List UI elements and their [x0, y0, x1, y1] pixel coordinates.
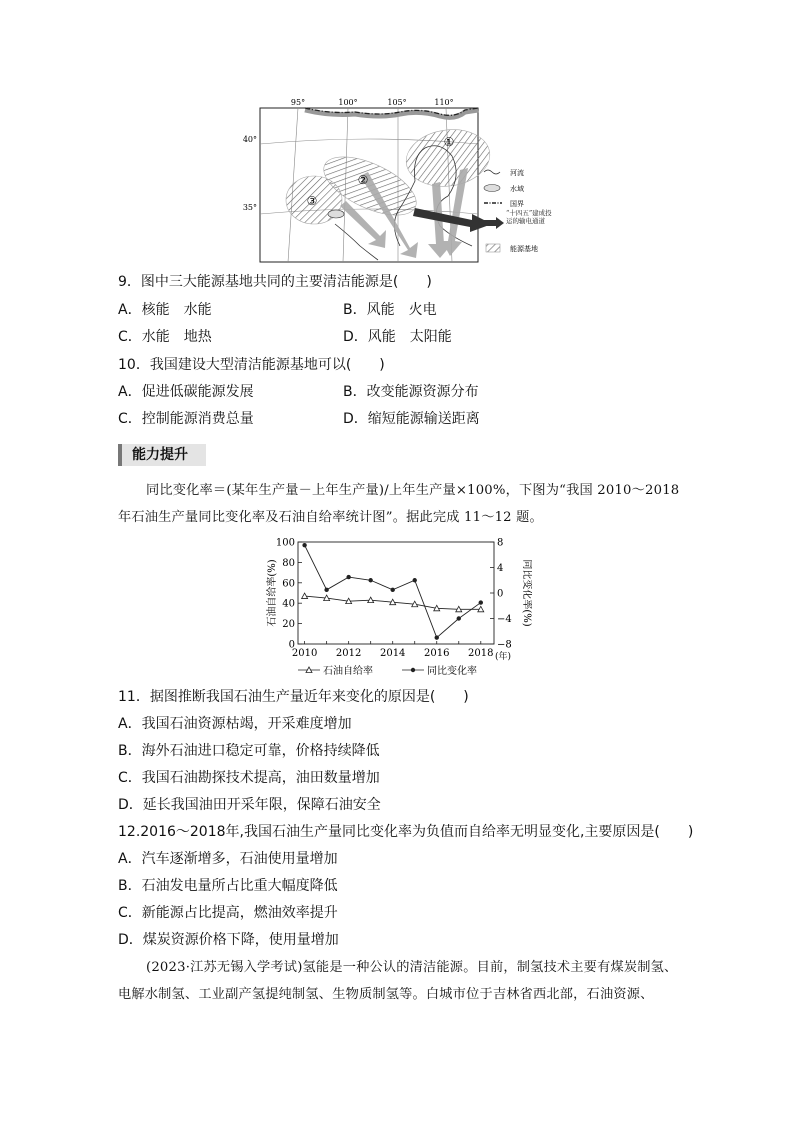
legend-dot-marker — [411, 668, 415, 672]
chart-legend — [298, 664, 477, 677]
right-tick-label: 0 — [497, 588, 504, 600]
energy-base-map — [240, 96, 560, 266]
right-axis — [490, 538, 512, 651]
legend-base: 能源基地 — [510, 245, 538, 253]
data-point-yoy — [302, 543, 306, 547]
x-tick-label: 2010 — [291, 648, 318, 659]
right-tick-label: −4 — [497, 614, 512, 625]
data-point-yoy — [479, 600, 483, 604]
lake — [328, 210, 344, 218]
legend-corridor-icon — [484, 217, 504, 229]
legend-self-sufficiency: 石油自给率 — [323, 666, 373, 677]
q12-option-c: C．新能源占比提高，燃油效率提升 — [118, 905, 338, 921]
section-title: 能力提升 — [132, 447, 188, 463]
data-point-yoy — [435, 635, 439, 639]
left-tick-label: 0 — [288, 639, 295, 651]
base-label-2: ② — [357, 173, 369, 187]
lat-35: 35° — [242, 203, 257, 212]
legend-corridor: “十四五”建成投运的输电通道 — [506, 209, 552, 225]
legend-border: 国界 — [510, 200, 524, 208]
legend-water-icon — [484, 185, 500, 192]
lon-95: 95° — [290, 98, 306, 107]
lat-40: 40° — [242, 135, 257, 144]
q11-option-d: D．延长我国油田开采年限，保障石油安全 — [118, 797, 381, 813]
legend-river: 河流 — [510, 169, 524, 177]
q12-option-b: B．石油发电量所占比重大幅度降低 — [118, 878, 338, 894]
oil-chart — [262, 536, 532, 678]
x-unit: (年) — [495, 652, 512, 662]
data-point-yoy — [390, 588, 394, 592]
q9-stem: 9．图中三大能源基地共同的主要清洁能源是( ) — [118, 274, 432, 290]
y-label-right: 同比变化率(%) — [521, 559, 532, 627]
q12-stem: 12.2016～2018年,我国石油生产量同比变化率为负值而自给率无明显变化,主要原因是( ) — [118, 824, 694, 840]
right-tick-label: −8 — [497, 639, 512, 651]
plot-frame — [298, 542, 494, 644]
intro-line-2: 年石油生产量同比变化率及石油自给率统计图”。据此完成 11～12 题。 — [118, 510, 543, 525]
legend-yoy: 同比变化率 — [427, 666, 477, 677]
left-tick-label: 100 — [275, 537, 295, 549]
passage-line-2: 电解水制氢、工业副产氢提纯制氢、生物质制氢等。白城市位于吉林省西北部，石油资源、 — [118, 987, 654, 1002]
data-point-yoy — [413, 578, 417, 582]
legend-water: 水域 — [510, 185, 524, 193]
right-tick-label: 4 — [497, 563, 504, 574]
data-point-yoy — [324, 588, 328, 592]
q9-option-b: B．风能 火电 — [343, 302, 437, 318]
left-tick-label: 40 — [282, 598, 295, 610]
left-tick-label: 60 — [282, 578, 295, 590]
left-tick-label: 80 — [282, 557, 295, 569]
lon-110: 110° — [434, 98, 454, 107]
data-point-yoy — [457, 616, 461, 620]
q11-option-a: A．我国石油资源枯竭，开采难度增加 — [118, 716, 352, 732]
base-label-1: ① — [443, 135, 455, 149]
right-tick-label: 8 — [497, 537, 504, 549]
q10-option-d: D．缩短能源输送距离 — [343, 411, 480, 427]
x-tick-label: 2016 — [424, 648, 450, 659]
data-point-yoy — [346, 575, 350, 579]
legend-river-icon — [484, 170, 500, 174]
q9-option-c: C．水能 地热 — [118, 329, 212, 345]
left-tick-label: 20 — [282, 619, 295, 631]
q11-option-c: C．我国石油勘探技术提高，油田数量增加 — [118, 770, 380, 786]
x-tick-label: 2018 — [468, 648, 494, 659]
q10-stem: 10．我国建设大型清洁能源基地可以( ) — [118, 357, 385, 373]
q9-option-d: D．风能 太阳能 — [343, 329, 452, 345]
section-banner — [118, 444, 206, 466]
map-legend — [484, 168, 558, 253]
passage-line-1: (2023·江苏无锡入学考试)氢能是一种公认的清洁能源。目前，制氢技术主要有煤炭制氢、 — [146, 960, 678, 975]
q10-option-c: C．控制能源消费总量 — [118, 411, 254, 427]
lon-100: 100° — [338, 98, 358, 107]
data-point-yoy — [368, 578, 372, 582]
q12-option-a: A．汽车逐渐增多，石油使用量增加 — [118, 851, 338, 867]
lon-105: 105° — [387, 98, 407, 107]
q11-option-b: B．海外石油进口稳定可靠，价格持续降低 — [118, 743, 380, 759]
q12-option-d: D．煤炭资源价格下降，使用量增加 — [118, 932, 339, 948]
legend-base-icon — [486, 244, 500, 252]
base-label-3: ③ — [306, 194, 318, 208]
q10-option-a: A．促进低碳能源发展 — [118, 384, 254, 400]
y-label-left: 石油自给率(%) — [267, 559, 278, 627]
intro-line-1: 同比变化率＝(某年生产量－上年生产量)/上年生产量×100%，下图为“我国 2010～2018 — [146, 483, 680, 498]
q10-option-b: B．改变能源资源分布 — [343, 384, 479, 400]
x-tick-label: 2014 — [379, 648, 406, 659]
x-tick-label: 2012 — [335, 648, 362, 659]
series — [302, 543, 484, 640]
q11-stem: 11．据图推断我国石油生产量近年来变化的原因是( ) — [118, 689, 469, 705]
q9-option-a: A．核能 水能 — [118, 302, 212, 318]
